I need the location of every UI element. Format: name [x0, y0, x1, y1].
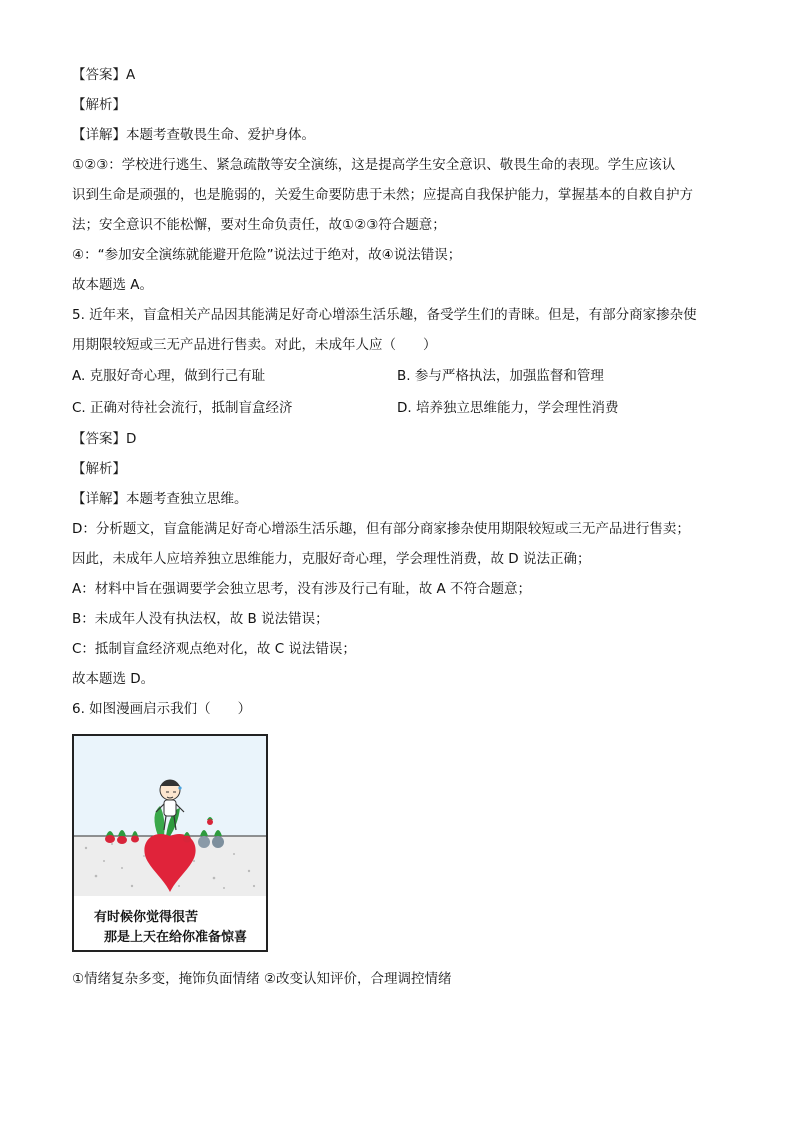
q5-c-explanation: C：抵制盲盒经济观点绝对化，故 C 说法错误；: [72, 641, 356, 657]
q5-conclusion: 故本题选 D。: [72, 671, 155, 687]
q5-d-line2: 因此，未成年人应培养独立思维能力，克服好奇心理，学会理性消费，故 D 说法正确；: [72, 551, 591, 567]
q5-option-c: C. 正确对待社会流行，抵制盲盒经济: [72, 400, 293, 416]
q5-stem-line2: 用期限较短或三无产品进行售卖。对此，未成年人应（ ）: [72, 337, 437, 353]
q6-stem: 6. 如图漫画启示我们（ ）: [72, 701, 252, 717]
q5-analysis-label: 【解析】: [72, 461, 126, 477]
q4-detail: 【详解】本题考查敬畏生命、爱护身体。: [72, 127, 315, 143]
q4-para2: ④：“参加安全演练就能避开危险”说法过于绝对，故④说法错误；: [72, 247, 462, 263]
q5-option-d: D. 培养独立思维能力，学会理性消费: [397, 400, 619, 416]
cartoon-caption-line1: 有时候你觉得很苦: [94, 910, 199, 925]
q5-answer-label: 【答案】D: [72, 431, 137, 447]
q5-option-a: A. 克服好奇心理，做到行己有耻: [72, 368, 266, 384]
q6-options-line: ①情绪复杂多变，掩饰负面情绪 ②改变认知评价，合理调控情绪: [72, 971, 452, 987]
q4-answer-label: 【答案】A: [72, 67, 136, 83]
q5-options-row1: [72, 360, 722, 392]
q5-a-explanation: A：材料中旨在强调要学会独立思考，没有涉及行己有耻，故 A 不符合题意；: [72, 581, 532, 597]
q6-cartoon: [72, 734, 268, 952]
q5-stem-line1: 5. 近年来，盲盒相关产品因其能满足好奇心增添生活乐趣，备受学生们的青睐。但是，有部分商家掺杂使: [72, 307, 697, 323]
q5-options-row2: [72, 392, 722, 424]
q4-para1-line1: ①②③：学校进行逃生、紧急疏散等安全演练，这是提高学生安全意识、敬畏生命的表现。学生应该认: [72, 157, 676, 173]
q5-option-b: B. 参与严格执法，加强监督和管理: [397, 368, 604, 384]
exam-page: [72, 60, 722, 994]
q4-analysis-label: 【解析】: [72, 97, 126, 113]
q4-para1-line2: 识到生命是顽强的，也是脆弱的，关爱生命要防患于未然；应提高自我保护能力，掌握基本的自救自护方: [72, 187, 693, 203]
q5-d-line1: D：分析题文，盲盒能满足好奇心增添生活乐趣，但有部分商家掺杂使用期限较短或三无产品进行售卖；: [72, 521, 690, 537]
q4-para1-line3: 法；安全意识不能松懈，要对生命负责任，故①②③符合题意；: [72, 217, 446, 233]
q5-b-explanation: B：未成年人没有执法权，故 B 说法错误；: [72, 611, 329, 627]
cartoon-caption-line2: 那是上天在给你准备惊喜: [104, 930, 248, 945]
q5-detail: 【详解】本题考查独立思维。: [72, 491, 248, 507]
q4-conclusion: 故本题选 A。: [72, 277, 154, 293]
